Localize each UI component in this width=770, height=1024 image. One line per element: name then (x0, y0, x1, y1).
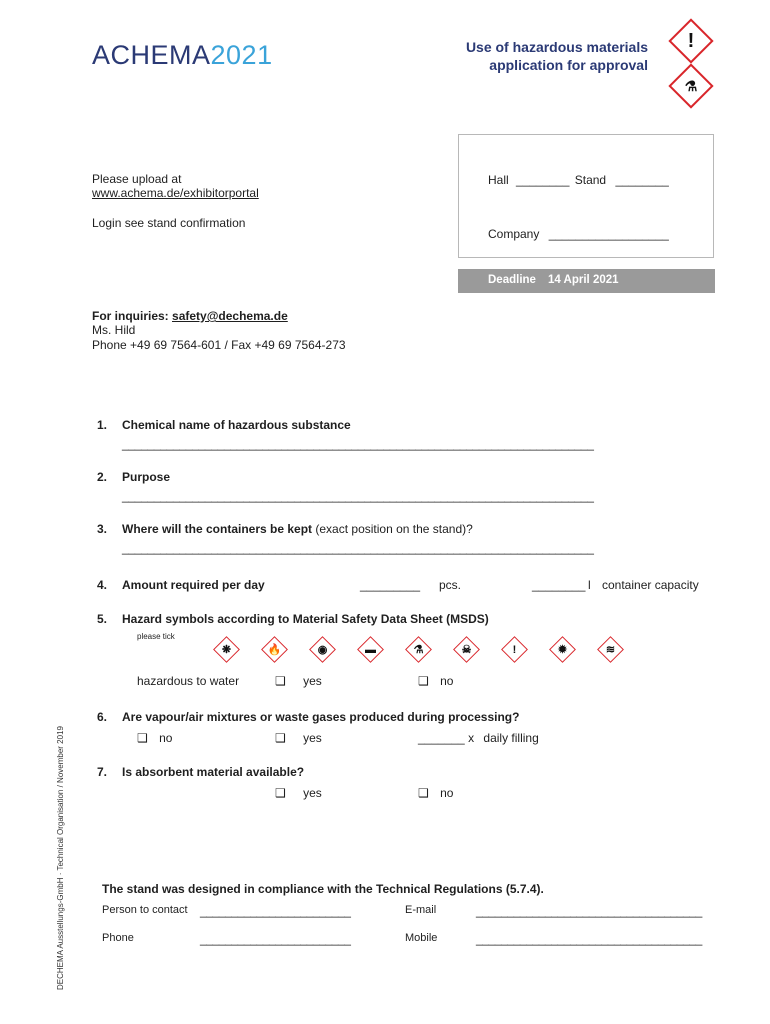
q6-yes-option[interactable] (275, 731, 322, 745)
corrosive-glyph: ⚗ (684, 77, 698, 94)
water-yes-checkbox[interactable]: ❑ (275, 674, 286, 688)
q6-yes-label: yes (303, 731, 322, 745)
q2-number: 2. (97, 470, 108, 484)
oxidizing-glyph: ◉ (317, 644, 328, 656)
phone-label: Phone (102, 932, 134, 944)
q2-answer-line[interactable]: __________________________________________________________________________ (122, 489, 594, 503)
q7-label: Is absorbent material available? (122, 765, 305, 779)
q7-no-checkbox[interactable]: ❑ (418, 786, 429, 800)
logo-word: ACHEMA (92, 40, 211, 70)
login-note: Login see stand confirmation (92, 216, 246, 230)
email-blank[interactable]: ____________________________________ (476, 904, 702, 918)
q7-no-option[interactable] (418, 786, 453, 800)
deadline-bar (458, 269, 715, 293)
water-no-label: no (440, 674, 454, 688)
q6-filling-blank[interactable]: _______ (418, 731, 465, 745)
gas-cylinder-glyph: ▬ (365, 643, 376, 656)
q4-capacity-blank[interactable]: ________ (532, 578, 586, 592)
water-no-checkbox[interactable]: ❑ (418, 674, 429, 688)
exclamation-glyph: ! (687, 29, 695, 52)
q7-yes-checkbox[interactable]: ❑ (275, 786, 286, 800)
q4-litre-label: l (588, 578, 591, 592)
q7-yes-label: yes (303, 786, 322, 800)
q1-answer-line[interactable]: __________________________________________________________________________ (122, 437, 594, 451)
q7-no-label: no (440, 786, 454, 800)
q3-label-bold: Where will the containers be kept (122, 522, 313, 536)
q3-label-rest: (exact position on the stand)? (312, 522, 473, 536)
form-title-line2: application for approval (489, 57, 648, 73)
environment-glyph: ❋ (221, 644, 232, 656)
hall-field[interactable] (488, 173, 669, 187)
company-blank[interactable]: __________________ (548, 227, 669, 241)
q5-please-tick: please tick (137, 632, 175, 641)
q4-pcs-blank[interactable]: _________ (360, 578, 421, 592)
logo-year: 2021 (210, 40, 273, 70)
deadline-label: Deadline (488, 274, 536, 286)
phone-blank[interactable]: ________________________ (200, 932, 351, 946)
form-title-line1: Use of hazardous materials (465, 39, 648, 55)
corrosive-glyph: ⚗ (413, 644, 424, 656)
health-hazard-glyph: ✹ (557, 644, 568, 656)
q2-label: Purpose (122, 470, 171, 484)
inquiries-line (92, 309, 288, 323)
q6-number: 6. (97, 710, 108, 724)
flammable-glyph: 🔥 (267, 644, 282, 656)
water-yes-option[interactable] (275, 674, 322, 688)
q6-daily-label: daily filling (483, 731, 539, 745)
q4-number: 4. (97, 578, 108, 592)
compliance-statement: The stand was designed in compliance with the Technical Regulations (5.7.4). (102, 882, 544, 896)
company-label: Company (488, 227, 540, 241)
water-yes-label: yes (303, 674, 322, 688)
q3-number: 3. (97, 522, 108, 536)
toxic-glyph: ☠ (461, 644, 472, 656)
water-no-option[interactable] (418, 674, 453, 688)
mobile-label: Mobile (405, 932, 438, 944)
q6-yes-checkbox[interactable]: ❑ (275, 731, 286, 745)
q7-number: 7. (97, 765, 108, 779)
explosive-glyph: ≋ (605, 644, 616, 656)
q5-label: Hazard symbols according to Material Safety Data Sheet (MSDS) (122, 612, 489, 626)
inquiries-label: For inquiries: (92, 309, 169, 323)
email-label: E-mail (405, 904, 437, 916)
safety-email-link[interactable]: safety@dechema.de (172, 309, 288, 323)
q6-no-label: no (159, 731, 173, 745)
q3-label (122, 522, 473, 536)
q6-x-label: x (468, 731, 475, 745)
q1-label: Chemical name of hazardous substance (122, 418, 351, 432)
q6-label: Are vapour/air mixtures or waste gases produced during processing? (122, 710, 520, 724)
deadline-date: 14 April 2021 (548, 274, 619, 286)
contact-name: Ms. Hild (92, 323, 136, 337)
contact-phone: Phone +49 69 7564-601 / Fax +49 69 7564-273 (92, 338, 346, 352)
hall-label: Hall (488, 173, 509, 187)
q7-yes-option[interactable] (275, 786, 322, 800)
q1-number: 1. (97, 418, 108, 432)
exclamation-glyph: ! (512, 643, 517, 656)
q4-pcs-label: pcs. (439, 578, 462, 592)
q3-answer-line[interactable]: __________________________________________________________________________ (122, 541, 594, 555)
sidebar-footer-text: DECHEMA Ausstellungs-GmbH · Technical Organisation / November 2019 (56, 726, 65, 990)
person-label: Person to contact (102, 904, 188, 916)
q4-label: Amount required per day (122, 578, 265, 592)
q6-no-option[interactable] (137, 731, 172, 745)
q6-daily-filling[interactable] (418, 731, 539, 745)
person-blank[interactable]: ________________________ (200, 904, 351, 918)
stand-blank[interactable]: ________ (615, 173, 669, 187)
exhibitor-portal-link[interactable]: www.achema.de/exhibitorportal (92, 186, 259, 200)
stand-label: Stand (574, 173, 607, 187)
mobile-blank[interactable]: ____________________________________ (476, 932, 702, 946)
hall-blank[interactable]: ________ (516, 173, 570, 187)
achema-logo (92, 40, 273, 71)
q4-capacity-label: container capacity (602, 578, 699, 592)
q5-number: 5. (97, 612, 108, 626)
upload-label: Please upload at (92, 172, 182, 186)
q6-no-checkbox[interactable]: ❑ (137, 731, 148, 745)
company-field[interactable] (488, 227, 669, 241)
hazardous-to-water-label: hazardous to water (137, 674, 240, 688)
